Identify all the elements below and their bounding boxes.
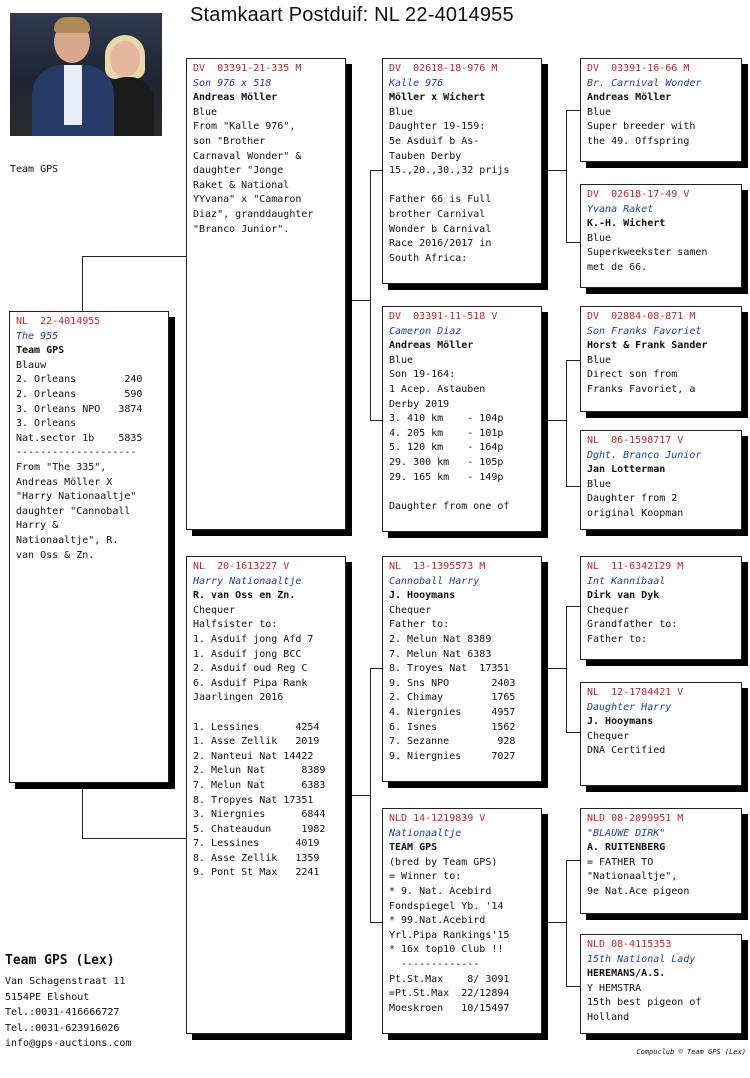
connector [370,420,382,421]
pedigree-line: Chequer [193,604,236,616]
ring-number: DV 02618-17-49 V [587,189,690,200]
pedigree-line: Direct son from [587,369,678,381]
pedigree-line: Blue [193,106,218,118]
connector [82,256,186,257]
ring-number: NLD 14-1219839 V [389,813,486,824]
pedigree-line: Raket & National [193,179,290,191]
pedigree-line: * 9. Nat. Acebird [389,885,492,897]
ring-number: DV 03391-11-518 V [389,311,498,322]
pedigree-line [193,706,340,721]
pigeon-name: Yvana Raket [587,203,654,215]
pigeon-name: "BLAUWE DIRK" [587,827,666,839]
pedigree-line: Father 66 is Full [389,194,492,206]
ring-number: NLD 08-4115353 [587,939,672,950]
pigeon-name: Int Kannibaal [587,575,666,587]
connector [566,606,580,607]
pedigree-line: Chequer [389,604,432,616]
pedigree-line: Son 19-164: [389,369,456,381]
connector [566,110,567,242]
ring-number: DV 02618-18-976 M [389,63,498,74]
connector [82,838,186,839]
connector [370,668,371,922]
pedigree-line: 1. Lessines 4254 [193,721,320,733]
pedigree-line: 2. Asduif oud Reg C [193,663,308,675]
connector [548,922,566,923]
pedigree-line: Blue [587,106,612,118]
pedigree-line: 3. 410 km - 104p [389,413,504,425]
ring-number: DV 03391-21-335 M [193,63,302,74]
footer-address: Van Schagenstraat 11 [5,976,126,987]
pedigree-line: = FATHER TO [587,856,654,868]
owner-name: Andreas Möller [389,340,474,352]
pedigree-line: 8. Troyes Nat 17351 [389,663,510,675]
pedigree-line: 6. Isnes 1562 [389,721,516,733]
pedigree-line [389,179,536,194]
pedigree-line: 9e Nat.Ace pigeon [587,885,690,897]
pigeon-name: Harry Nationaaltje [193,575,302,587]
connector [566,486,580,487]
pedigree-line: 2. Chimay 1765 [389,692,516,704]
pigeon-name: Son Franks Favoriet [587,325,702,337]
pedigree-line: Blue [587,354,612,366]
pigeon-card-sds[interactable] [580,306,742,412]
owner-name: TEAM GPS [389,842,438,854]
pigeon-name: Kalle 976 [389,77,444,89]
pigeon-card-ddd[interactable] [580,934,742,1034]
pedigree-line: daughter "Cannoball [16,505,131,517]
pedigree-line: Daughter from one of [389,500,510,512]
pedigree-line: Franks Favoriet, a [587,383,696,395]
connector [566,360,567,486]
footer-name: Team GPS (Lex) [5,953,115,968]
pedigree-line: -------------------- [16,447,137,459]
pedigree-line: Nat.sector 1b 5835 [16,432,143,444]
pedigree-line: met de 66. [587,261,648,273]
connector [82,782,83,838]
ring-number: NL 06-1598717 V [587,435,684,446]
pedigree-line: Chequer [587,730,630,742]
pedigree-line: son "Brother [193,135,266,147]
pedigree-line: 8. Tropyes Nat 17351 [193,794,314,806]
pedigree-line: 9. Niergnies 7027 [389,750,516,762]
credit-text: Compuclub © Team GPS (Lex) [636,1048,746,1056]
pedigree-line: = Winner to: [389,871,462,883]
pedigree-line: the 49. Offspring [587,135,690,147]
connector [566,860,567,986]
pedigree-line: Superkweekster samen [587,247,708,259]
connector [566,360,580,361]
pedigree-line: * 16x top10 Club !! [389,944,504,956]
pedigree-line: From "Kalle 976", [193,121,296,133]
owner-name: Möller x Wichert [389,92,486,104]
ring-number: NLD 08-2099951 M [587,813,684,824]
pedigree-line: 1. Asse Zellik 2019 [193,736,320,748]
pigeon-name: Br. Carnival Wonder [587,77,702,89]
connector [566,860,580,861]
pedigree-line: Super breeder with [587,121,696,133]
owner-name: J. Hooymans [389,590,456,602]
pedigree-line: * 99.Nat.Acebird [389,915,486,927]
pedigree-line: 7. Melun Nat 6383 [389,648,492,660]
owner-name: Team GPS [16,345,65,357]
pedigree-line: Diaz", granddaughter [193,208,314,220]
connector [370,668,382,669]
pedigree-line: 5e Asduif b As- [389,135,480,147]
pigeon-card-sire-sire[interactable] [382,58,542,284]
connector [566,986,580,987]
ring-number: NL 12-1784421 V [587,687,684,698]
pedigree-line: Andreas Möller X [16,476,113,488]
pedigree-line: 3. Niergnies 6844 [193,809,326,821]
pigeon-name: The 955 [16,330,59,342]
pedigree-line: Yrl.Pipa Rankings'15 [389,929,510,941]
pedigree-line: 6. Asduif Pipa Rank [193,677,308,689]
pedigree-line: 2. Nanteui Nat 14422 [193,750,314,762]
connector [346,795,370,796]
connector [370,922,382,923]
pedigree-line: 5. 120 km - 164p [389,442,504,454]
pedigree-line: 2. Orleans 590 [16,388,143,400]
pedigree-line: 2. Orleans 240 [16,374,143,386]
connector [548,668,566,669]
pigeon-card-sss[interactable] [580,58,742,162]
pedigree-line: 29. 300 km - 105p [389,456,504,468]
pedigree-line: 7. Melun Nat 6383 [193,779,326,791]
ring-number: DV 03391-16-66 M [587,63,690,74]
pigeon-name: 15th National Lady [587,953,696,965]
pedigree-line: Nationaaltje", R. [16,534,119,546]
pigeon-card-ssd[interactable] [580,184,742,288]
connector [566,732,580,733]
pedigree-line: Tauben Derby [389,150,462,162]
pedigree-line: Carnaval Wonder" & [193,150,302,162]
pedigree-line: 3. Orleans NPO 3874 [16,403,143,415]
pedigree-line: daughter "Jonge [193,165,284,177]
connector [370,170,371,420]
pedigree-line: From "The 335", [16,461,107,473]
pedigree-line: 15th best pigeon of [587,997,702,1009]
pedigree-line: Halfsister to: [193,619,278,631]
pedigree-line: Holland [587,1011,630,1023]
pedigree-line: 4. 205 km - 101p [389,427,504,439]
pedigree-line: Grandfather to: [587,619,678,631]
pedigree-line: 5. Chateaudun 1982 [193,823,326,835]
pedigree-line: YYvana" x "Camaron [193,194,302,206]
pedigree-line: Race 2016/2017 in [389,238,492,250]
pigeon-card-sire[interactable] [186,58,346,530]
ring-number: NL 13-1395573 M [389,561,486,572]
pigeon-name: Cannoball Harry [389,575,480,587]
pedigree-line: Father to: [389,619,450,631]
pedigree-line: "Harry Nationaaltje" [16,491,137,503]
pedigree-line: South Africa: [389,252,468,264]
pedigree-line: 2. Melun Nat 8389 [193,765,326,777]
pedigree-line: brother Carnival [389,208,486,220]
pedigree-line: Jaarlingen 2016 [193,692,284,704]
owner-name: J. Hooymans [587,716,654,728]
pigeon-card-dam-sire[interactable] [382,556,542,782]
pedigree-line: Father to: [587,633,648,645]
owner-name: Jan Lotterman [587,464,666,476]
connector [346,300,370,301]
ring-number: NL 20-1613227 V [193,561,290,572]
pedigree-line: 1 Acep. Astauben [389,383,486,395]
ring-number: DV 02884-08-871 M [587,311,696,322]
pigeon-card-dds[interactable] [580,808,742,914]
pigeon-card-dam[interactable] [186,556,346,1034]
pedigree-line: 1. Asduif jong Afd 7 [193,633,314,645]
connector [566,242,580,243]
pedigree-line: Wonder b Carnival [389,223,492,235]
owners-photo [10,13,162,136]
pedigree-line: 1. Asduif jong BCC [193,648,302,660]
pedigree-line: Moeskroen 10/15497 [389,1002,510,1014]
pedigree-line: 7. Sezanne 928 [389,736,516,748]
pigeon-card-dsd[interactable] [580,682,742,786]
pedigree-line: 8. Asse Zellik 1359 [193,852,320,864]
owner-name: Andreas Möller [587,92,672,104]
connector [566,606,567,732]
pedigree-line: 7. Lessines 4019 [193,838,320,850]
pigeon-name: Nationaaltje [389,827,462,839]
pedigree-line: Blauw [16,359,47,371]
pedigree-line: van Oss & Zn. [16,549,95,561]
pedigree-line: Derby 2019 [389,398,450,410]
footer-email-link[interactable]: info@gps-auctions.com [5,1038,132,1050]
pedigree-line: "Branco Junior". [193,223,290,235]
pigeon-name: Dght. Branco Junior [587,449,702,461]
owner-name: Horst & Frank Sander [587,340,708,352]
pedigree-line [389,485,536,500]
pigeon-card-dss[interactable] [580,556,742,660]
pedigree-line: 3. Orleans [16,418,77,430]
pedigree-line: Blue [389,106,414,118]
pedigree-line: original Koopman [587,507,684,519]
connector [370,170,382,171]
contact-footer [5,952,131,1052]
owner-name: A. RUITENBERG [587,842,666,854]
pedigree-line: Blue [587,478,612,490]
pigeon-card-main[interactable] [9,311,169,783]
pedigree-line: ------------- [389,958,480,970]
connector [82,256,83,312]
pigeon-card-sdd[interactable] [580,430,742,530]
pedigree-line: Blue [587,232,612,244]
pigeon-name: Daughter Harry [587,701,672,713]
owner-name: Andreas Möller [193,92,278,104]
footer-phone-1: Tel.:0031-416666727 [5,1007,120,1019]
pedigree-line: Daughter from 2 [587,493,678,505]
ring-number: NL 22-4014955 [16,316,101,327]
pedigree-line: Harry & [16,520,59,532]
pedigree-line: 9. Pont St Max 2241 [193,867,320,879]
pigeon-name: Son 976 x 518 [193,77,272,89]
pedigree-line: =Pt.St.Max 22/12894 [389,988,510,1000]
page-title: Stamkaart Postduif: NL 22-4014955 [190,4,514,26]
connector [548,420,566,421]
owner-name: HEREMANS/A.S. [587,968,666,980]
connector [566,110,580,111]
pedigree-line: Y HEMSTRA [587,982,642,994]
owner-name: K.-H. Wichert [587,218,666,230]
pedigree-line: 4. Niergnies 4957 [389,706,516,718]
pedigree-line: "Nationaaltje", [587,871,678,883]
pedigree-line: Daughter 19-159: [389,121,486,133]
team-label: Team GPS [10,164,59,175]
ring-number: NL 11-6342129 M [587,561,684,572]
pigeon-card-sire-dam[interactable] [382,306,542,532]
pedigree-line: Pt.St.Max 8/ 3091 [389,973,510,985]
pedigree-line: 29. 165 km - 149p [389,471,504,483]
pigeon-card-dam-dam[interactable] [382,808,542,1034]
pedigree-line: 2. Melun Nat 8389 [389,633,492,645]
connector [548,170,566,171]
pedigree-line: 15.,20.,30.,32 prijs [389,165,510,177]
pedigree-line: Fondspiegel Yb. '14 [389,900,504,912]
owner-name: R. van Oss en Zn. [193,590,296,602]
pedigree-line: 9. Sns NPO 2403 [389,677,516,689]
footer-phone-2: Tel.:0031-623916026 [5,1022,120,1034]
footer-city: 5154PE Elshout [5,991,90,1003]
pedigree-line: Chequer [587,604,630,616]
pigeon-name: Cameron Diaz [389,325,462,337]
pedigree-line: Blue [389,354,414,366]
pedigree-line: (bred by Team GPS) [389,856,498,868]
pedigree-line: DNA Certified [587,745,666,757]
owner-name: Dirk van Dyk [587,590,660,602]
